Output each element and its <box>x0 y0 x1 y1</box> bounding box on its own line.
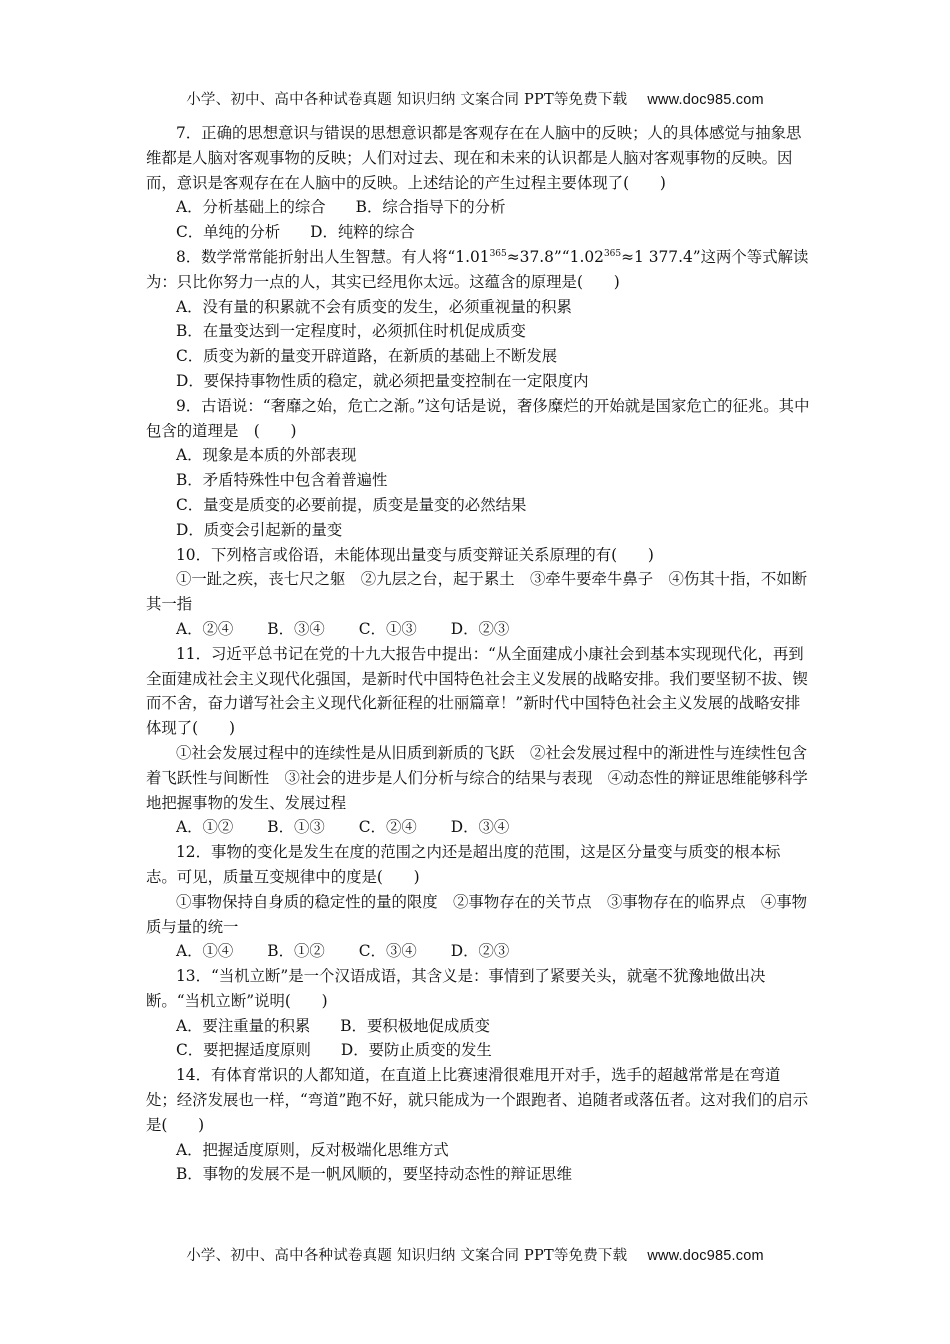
question-12-items: ①事物保持自身质的稳定性的量的限度 ②事物存在的关节点 ③事物存在的临界点 ④事物质与量的统一 <box>146 892 808 936</box>
q14-option-b[interactable]: B．事物的发展不是一帆风顺的，要坚持动态性的辩证思维 <box>176 1165 573 1184</box>
question-11-options <box>146 815 810 840</box>
q8-option-d[interactable]: D．要保持事物性质的稳定，就必须把量变控制在一定限度内 <box>176 371 589 390</box>
q8-stem-part-3: ≈1 377.4”这两个等式解读为：只比你努力一点的人，其实已经甩你太远。这蕴含的原理是( ) <box>146 247 809 291</box>
q9-option-d[interactable]: D．质变会引起新的量变 <box>176 520 343 539</box>
q13-option-c[interactable]: C．要把握适度原则 <box>176 1041 311 1060</box>
q12-option-b[interactable]: B．①② <box>267 942 325 961</box>
q8-exponent-1: 365 <box>489 248 507 259</box>
q11-option-c[interactable]: C．②④ <box>358 818 417 837</box>
q10-option-a[interactable]: A．②④ <box>176 619 234 638</box>
q8-exponent-2: 365 <box>603 248 622 259</box>
q13-option-b[interactable]: B．要积极地促成质变 <box>340 1016 491 1035</box>
q11-option-d[interactable]: D．③④ <box>450 818 510 837</box>
question-13-stem: 13．“当机立断”是一个汉语成语，其含义是：事情到了紧要关头，就毫不犹豫地做出决断。“当机立断”说明( ) <box>146 967 766 1010</box>
q13-option-a[interactable]: A．要注重量的积累 <box>176 1016 311 1035</box>
question-14-stem: 14．有体育常识的人都知道，在直道上比赛速滑很难甩开对手，选手的超越常常是在弯道处；经济发展也一样，“弯道”跑不好，就只能成为一个跟跑者、追随者或落伍者。这对我们的启示是( ) <box>146 1066 809 1134</box>
q8-option-a[interactable]: A．没有量的积累就不会有质变的发生，必须重视量的积累 <box>176 297 572 316</box>
q9-option-b[interactable]: B．矛盾特殊性中包含着普遍性 <box>176 471 388 490</box>
header-site-link[interactable]: www.doc985.com <box>647 92 764 108</box>
q7-option-d[interactable]: D．纯粹的综合 <box>310 223 415 242</box>
question-7-options-row-1 <box>146 195 810 220</box>
header-text: 小学、初中、高中各种试卷真题 知识归纳 文案合同 PPT等免费下载 <box>186 92 628 108</box>
question-12-options <box>146 939 810 964</box>
q8-stem-part-2: ≈37.8”“1.02 <box>506 247 604 266</box>
question-7-options-row-2 <box>146 220 810 245</box>
q14-option-a[interactable]: A．把握适度原则，反对极端化思维方式 <box>176 1140 449 1159</box>
q8-option-c[interactable]: C．质变为新的量变开辟道路，在新质的基础上不断发展 <box>176 347 558 366</box>
q12-option-c[interactable]: C．③④ <box>358 942 417 961</box>
q8-stem-part-1: 8．数学常常能折射出人生智慧。有人将“1.01 <box>176 247 490 266</box>
question-12-stem: 12．事物的变化是发生在度的范围之内还是超出度的范围，这是区分量变与质变的根本标志。可见，质量互变规律中的度是( ) <box>146 843 781 886</box>
page-header-banner <box>0 88 950 109</box>
q7-option-b[interactable]: B．综合指导下的分析 <box>355 198 506 217</box>
question-13-options-row-1 <box>146 1014 810 1039</box>
question-11-items: ①社会发展过程中的连续性是从旧质到新质的飞跃 ②社会发展过程中的渐进性与连续性包含着飞跃性与间断性 ③社会的进步是人们分析与综合的结果与表现 ④动态性的辩证思维能够科学地把握事物的发生、发展过程 <box>146 743 808 812</box>
question-10-items: ①一趾之疾，丧七尺之躯 ②九层之台，起于累土 ③牵牛要牵牛鼻子 ④伤其十指，不如断其一指 <box>146 570 808 614</box>
q8-option-b[interactable]: B．在量变达到一定程度时，必须抓住时机促成质变 <box>176 322 526 341</box>
q7-option-c[interactable]: C．单纯的分析 <box>176 223 281 242</box>
question-10-stem: 10．下列格言或俗语，未能体现出量变与质变辩证关系原理的有( ) <box>176 545 654 564</box>
q13-option-d[interactable]: D．要防止质变的发生 <box>340 1041 492 1060</box>
q9-option-c[interactable]: C．量变是质变的必要前提，质变是量变的必然结果 <box>176 495 527 514</box>
page-footer-banner <box>0 1244 950 1265</box>
q10-option-d[interactable]: D．②③ <box>450 619 510 638</box>
question-9-stem: 9．古语说：“奢靡之始，危亡之渐。”这句话是说，奢侈糜烂的开始就是国家危亡的征兆。其中包含的道理是 ( ) <box>146 396 810 440</box>
q12-option-d[interactable]: D．②③ <box>450 942 510 961</box>
q12-option-a[interactable]: A．①④ <box>176 942 234 961</box>
q10-option-c[interactable]: C．①③ <box>358 619 417 638</box>
q10-option-b[interactable]: B．③④ <box>267 619 325 638</box>
question-7-stem: 7．正确的思想意识与错误的思想意识都是客观存在在人脑中的反映；人的具体感觉与抽象思维都是人脑对客观事物的反映；人们对过去、现在和未来的认识都是人脑对客观事物的反映。因而，意识是客观存在在人脑中的反映。上述结论的产生过程主要体现了( ) <box>146 124 802 192</box>
footer-site-link[interactable]: www.doc985.com <box>647 1248 764 1264</box>
question-10-options <box>146 617 810 642</box>
question-11-stem: 11．习近平总书记在党的十九大报告中提出：“从全面建成小康社会到基本实现现代化，再到全面建成社会主义现代化强国，是新时代中国特色社会主义发展的战略安排。我们要坚韧不拔、锲而不舍，奋力谱写社会主义现代化新征程的壮丽篇章！”新时代中国特色社会主义发展的战略安排体现了( ) <box>146 644 808 738</box>
question-13-options-row-2 <box>146 1038 810 1063</box>
q7-option-a[interactable]: A．分析基础上的综合 <box>176 198 326 217</box>
q11-option-a[interactable]: A．①② <box>176 818 234 837</box>
q11-option-b[interactable]: B．①③ <box>267 818 325 837</box>
q9-option-a[interactable]: A．现象是本质的外部表现 <box>176 446 357 465</box>
question-8-stem <box>146 245 810 295</box>
footer-text: 小学、初中、高中各种试卷真题 知识归纳 文案合同 PPT等免费下载 <box>186 1248 628 1264</box>
question-content <box>146 121 810 1187</box>
